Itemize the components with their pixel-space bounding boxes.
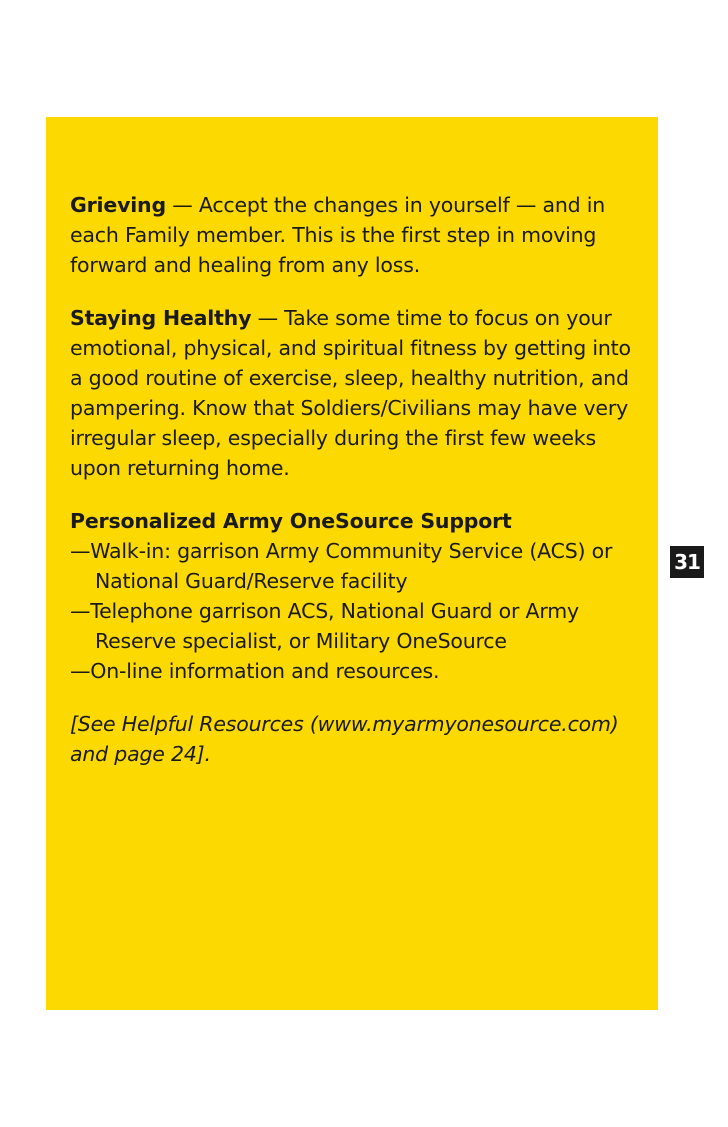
page-content [70,190,645,769]
support-item-online: —On-line information and resources. [70,659,440,683]
support-item-telephone: —Telephone garrison ACS, National Guard or Army Reserve specialist, or Military OneSource [70,599,579,653]
grieving-title: Grieving [70,193,166,217]
grieving-body: — Accept the changes in yourself — and in each Family member. This is the first step in moving forward and healing from any loss. [70,193,606,277]
resources-note: [See Helpful Resources (www.myarmyonesource.com) and page 24]. [70,712,619,766]
staying-healthy-paragraph [70,303,645,483]
support-item-walk-in: —Walk-in: garrison Army Community Service (ACS) or National Guard/Reserve facility [70,539,613,593]
page-number-tab: 31 [670,546,704,578]
grieving-paragraph [70,190,645,280]
staying-healthy-body: — Take some time to focus on your emotional, physical, and spiritual fitness by getting into a good routine of exercise, sleep, healthy nutrition, and pampering. Know that Soldiers/Civilians may have very irregular sleep, especially during the first few weeks upon returning home. [70,306,631,480]
staying-healthy-title: Staying Healthy [70,306,252,330]
support-heading: Personalized Army OneSource Support [70,509,512,533]
support-list [70,536,645,686]
